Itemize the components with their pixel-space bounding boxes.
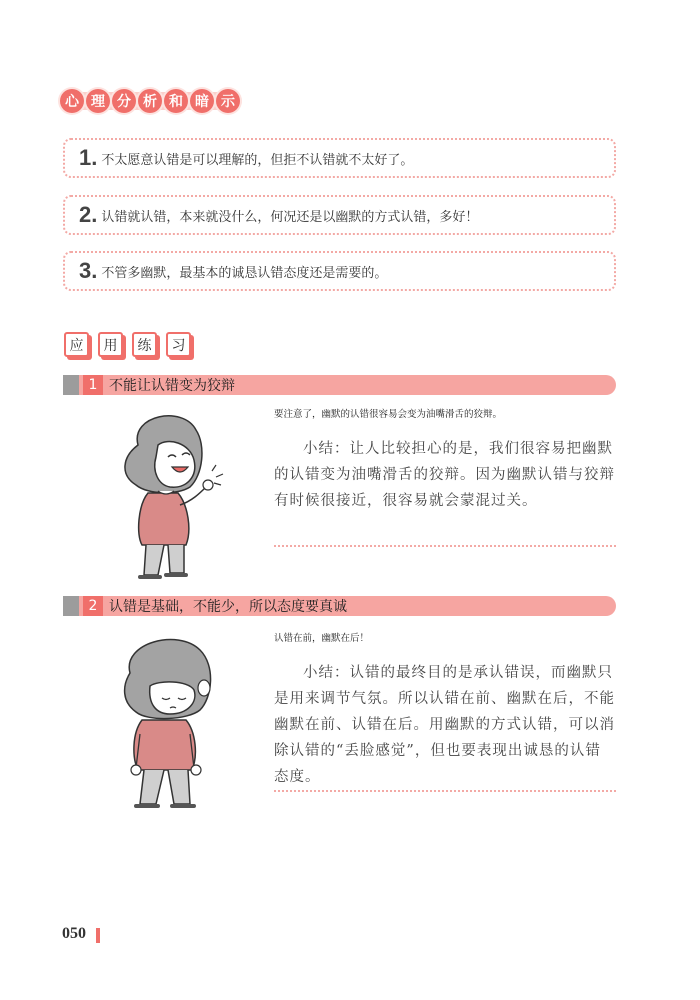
tip-number: 2. [79, 202, 98, 227]
exercise-caption-1: 要注意了，幽默的认错很容易会变为油嘴滑舌的狡辩。 [274, 409, 503, 420]
banner-number: 1 [83, 375, 103, 395]
tip-text: 认错就认错，本来就没什么，何况还是以幽默的方式认错，多好！ [101, 209, 479, 225]
banner-number: 2 [83, 596, 103, 616]
title-char: 析 [138, 89, 162, 113]
exercise-caption-2: 认错在前，幽默在后！ [274, 633, 370, 644]
tip-text: 不太愿意认错是可以理解的，但拒不认错就不太好了。 [101, 152, 414, 168]
page-number-bar [96, 928, 100, 943]
title-char: 练 [132, 332, 157, 357]
title-char: 应 [64, 332, 89, 357]
tip-box-2 [63, 195, 616, 235]
title-char: 理 [86, 89, 110, 113]
banner-tab [63, 596, 79, 616]
illustration-sad-woman [108, 628, 233, 818]
banner-title: 认错是基础，不能少，所以态度要真诚 [109, 599, 347, 615]
title-char: 用 [98, 332, 123, 357]
title-char: 暗 [190, 89, 214, 113]
tip-number: 1. [79, 145, 98, 170]
exercise-banner-2 [63, 596, 616, 616]
banner-title: 不能让认错变为狡辩 [109, 378, 235, 394]
title-char: 分 [112, 89, 136, 113]
divider [274, 545, 616, 547]
tip-box-3 [63, 251, 616, 291]
divider [274, 790, 616, 792]
title-char: 示 [216, 89, 240, 113]
title-char: 心 [60, 89, 84, 113]
tip-text: 不管多幽默，最基本的诚恳认错态度还是需要的。 [101, 265, 388, 281]
exercise-banner-1 [63, 375, 616, 395]
tip-number: 3. [79, 258, 98, 283]
exercise-summary-1: 小结：让人比较担心的是，我们很容易把幽默的认错变为油嘴滑舌的狡辩。因为幽默认错与狡辩有时候很接近，很容易就会蒙混过关。 [274, 441, 615, 509]
title-char: 和 [164, 89, 188, 113]
banner-tab [63, 375, 79, 395]
page-number: 050 [62, 925, 86, 942]
title-char: 习 [166, 332, 191, 357]
exercise-summary-2: 小结：认错的最终目的是承认错误，而幽默只是用来调节气氛。所以认错在前、幽默在后，不能幽默在前、认错在后。用幽默的方式认错，可以消除认错的“丢脸感觉”，但也要表现出诚恳的认错态度。 [274, 665, 615, 785]
illustration-laughing-woman [108, 405, 233, 585]
tip-box-1 [63, 138, 616, 178]
